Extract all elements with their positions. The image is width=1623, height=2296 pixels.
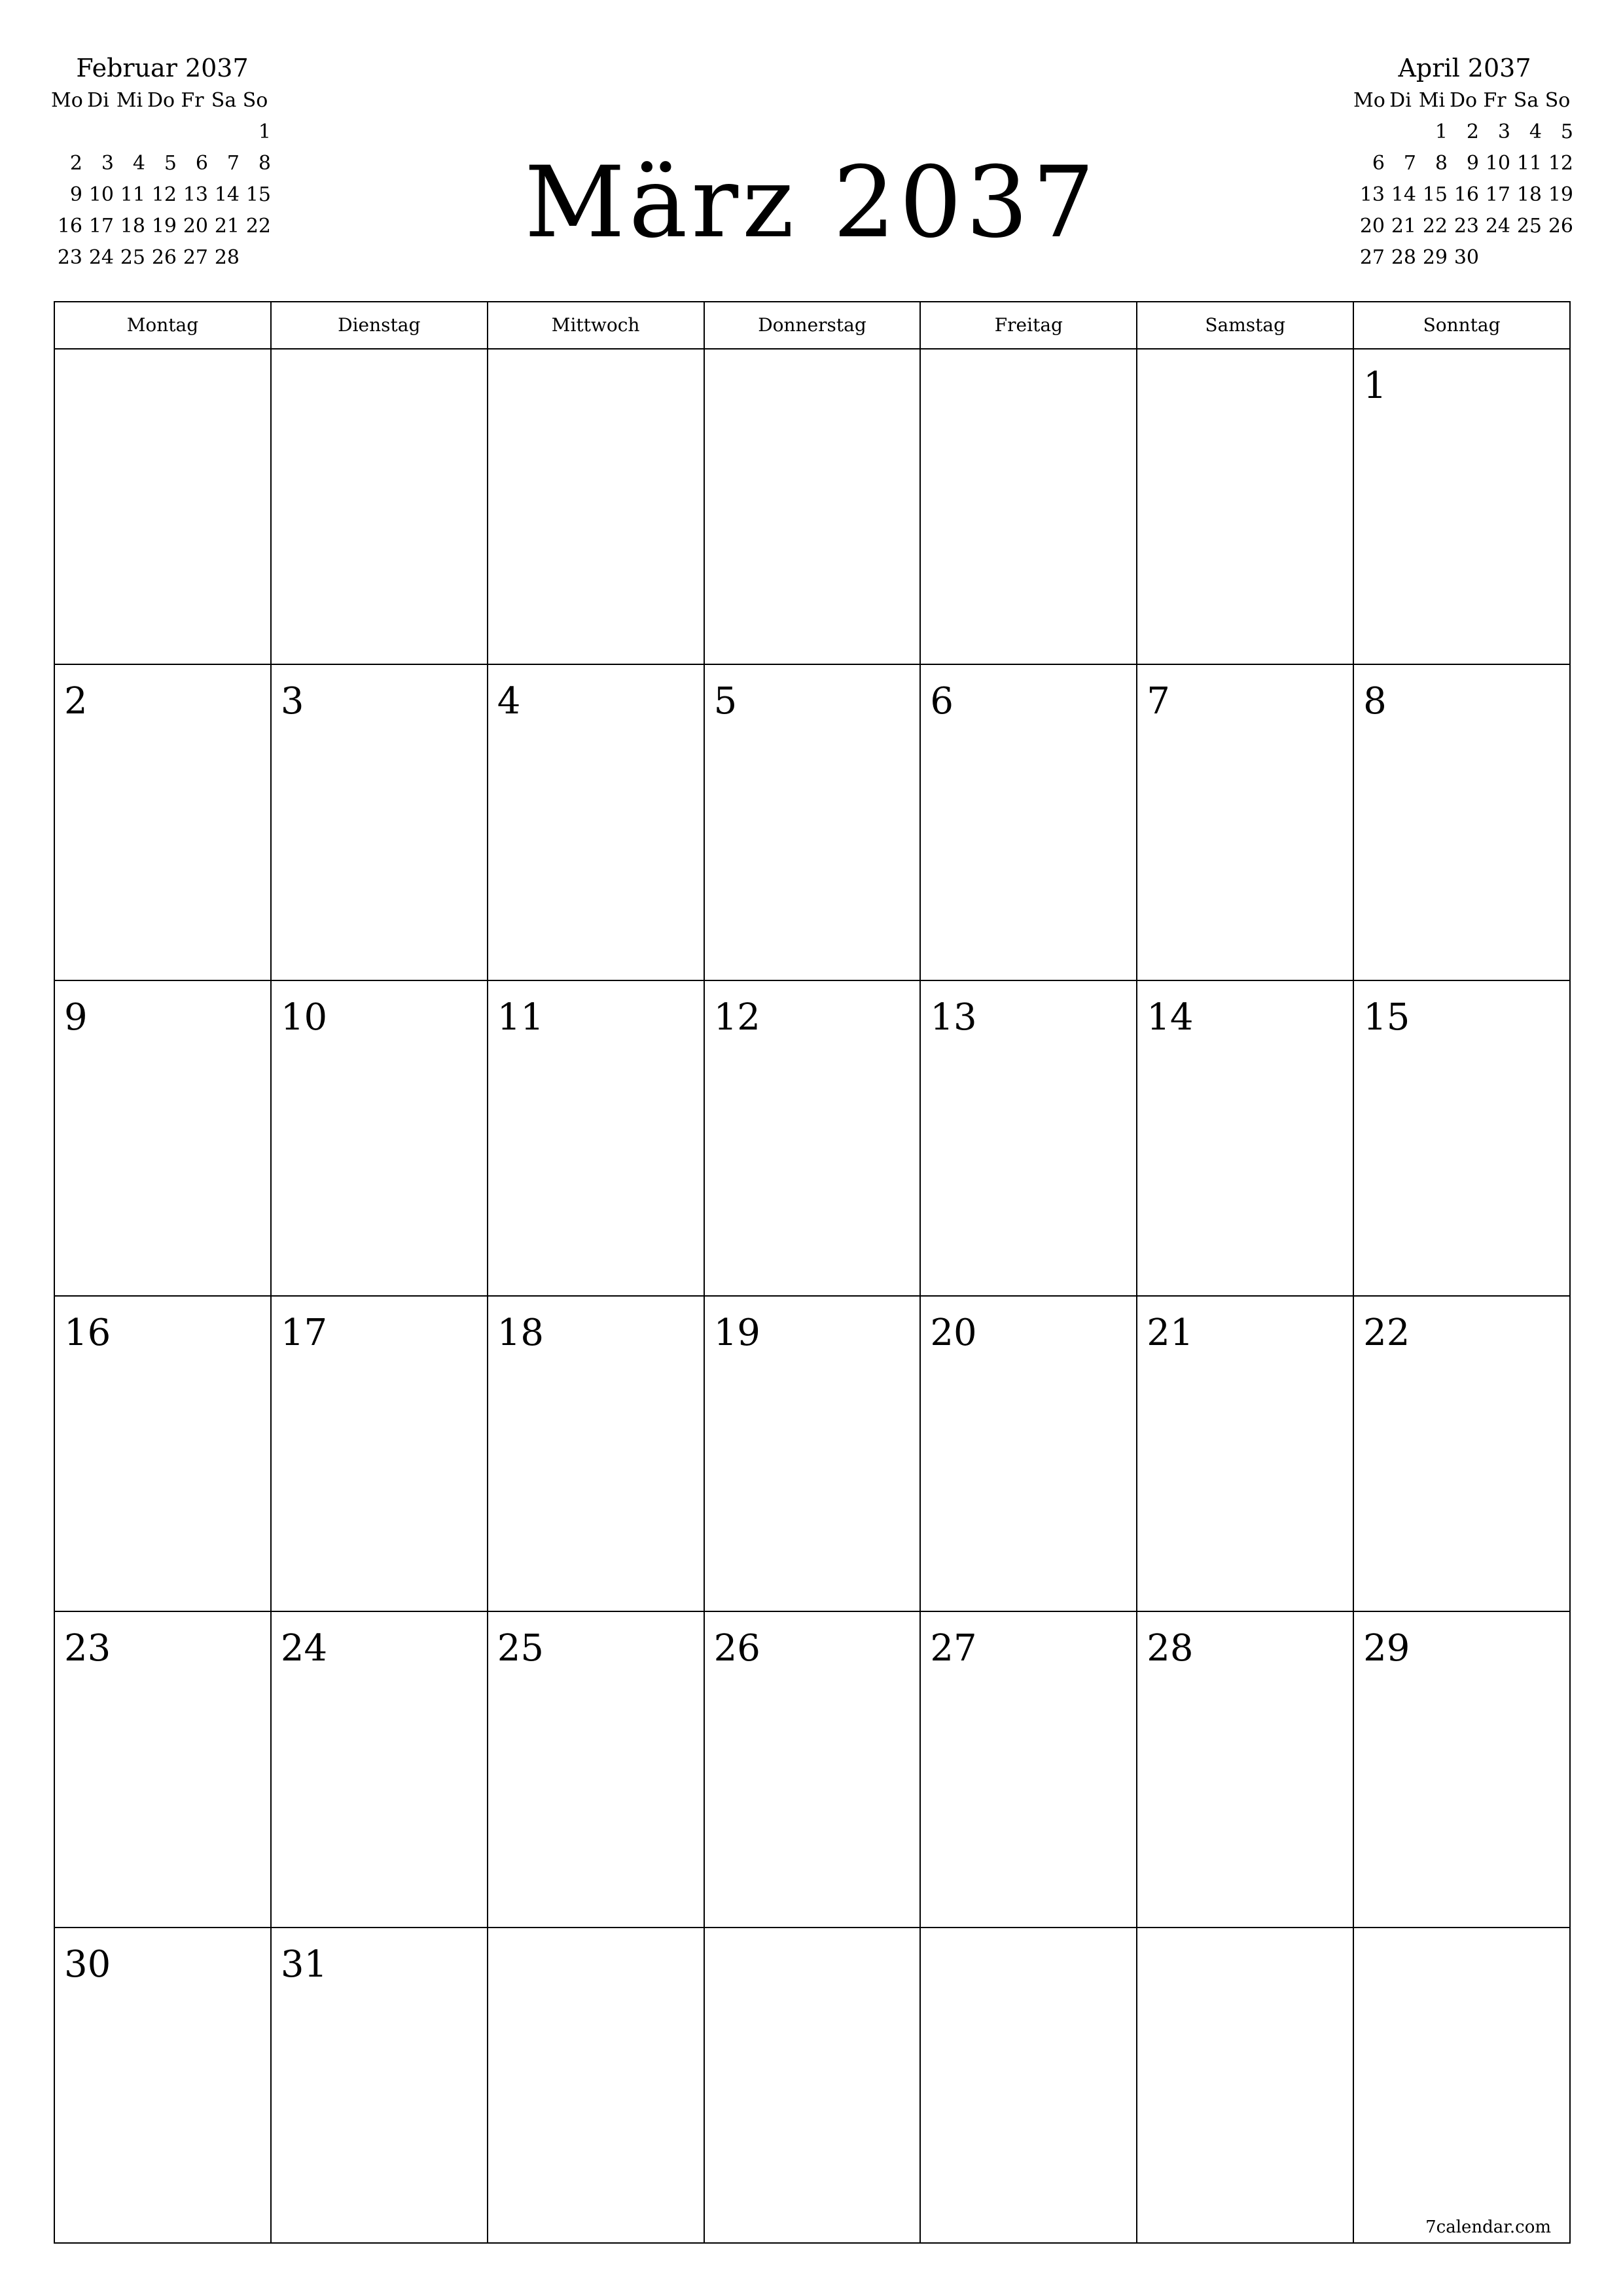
day-number: 14	[1147, 996, 1194, 1039]
day-number: 22	[1363, 1312, 1410, 1354]
day-cell[interactable]	[705, 1928, 921, 2244]
day-cell[interactable]	[55, 1928, 272, 2244]
day-number: 11	[497, 996, 544, 1039]
weekday-label: Montag	[55, 302, 272, 350]
day-cell[interactable]	[1137, 981, 1354, 1297]
day-number: 8	[1363, 680, 1387, 723]
mini-day	[1542, 242, 1573, 274]
day-number: 30	[64, 1943, 111, 1986]
mini-day: 3	[101, 152, 114, 175]
mini-day	[114, 117, 145, 148]
mini-day: 10	[1485, 152, 1510, 175]
mini-day: 29	[1422, 246, 1448, 269]
day-number: 29	[1363, 1627, 1410, 1670]
day-cell[interactable]	[272, 1297, 488, 1612]
mini-day: 4	[1529, 120, 1542, 143]
mini-weekday-label: Sa	[1513, 89, 1539, 112]
day-number: 1	[1363, 365, 1387, 407]
site-credit: 7calendar.com	[1425, 2217, 1551, 2237]
mini-day: 17	[1485, 183, 1510, 206]
mini-day: 9	[69, 183, 82, 206]
day-number: 19	[713, 1312, 760, 1354]
day-cell[interactable]	[1137, 1928, 1354, 2244]
day-cell[interactable]	[488, 1928, 705, 2244]
mini-day	[208, 117, 240, 148]
day-cell[interactable]	[272, 981, 488, 1297]
day-cell[interactable]	[705, 350, 921, 665]
day-cell[interactable]	[55, 1297, 272, 1612]
mini-day: 14	[1391, 183, 1416, 206]
day-cell[interactable]	[488, 350, 705, 665]
mini-day: 1	[258, 120, 271, 143]
mini-day: 15	[1422, 183, 1448, 206]
mini-day: 9	[1466, 152, 1479, 175]
day-cell[interactable]	[488, 1297, 705, 1612]
mini-day	[82, 117, 114, 148]
mini-weekday-label: Mo	[51, 89, 83, 112]
mini-weekday-label: Do	[147, 89, 175, 112]
mini-weekday-label: So	[242, 89, 268, 112]
mini-weekday-label: Mo	[1353, 89, 1385, 112]
day-cell[interactable]	[55, 1612, 272, 1928]
mini-day: 16	[1454, 183, 1479, 206]
day-cell[interactable]	[921, 350, 1137, 665]
mini-day: 11	[1516, 152, 1542, 175]
day-cell[interactable]	[705, 981, 921, 1297]
mini-day: 21	[214, 215, 240, 238]
day-number: 10	[280, 996, 328, 1039]
mini-weekday-label: Sa	[211, 89, 237, 112]
day-cell[interactable]	[921, 1928, 1137, 2244]
day-number: 4	[497, 680, 521, 723]
day-cell[interactable]	[1354, 1297, 1571, 1612]
day-number: 12	[713, 996, 760, 1039]
day-number: 18	[497, 1312, 544, 1354]
day-cell[interactable]	[1137, 1297, 1354, 1612]
day-cell[interactable]	[921, 665, 1137, 980]
mini-day: 22	[245, 215, 271, 238]
mini-day: 5	[164, 152, 177, 175]
mini-day: 16	[57, 215, 82, 238]
day-number: 26	[713, 1627, 760, 1670]
day-cell[interactable]	[921, 981, 1137, 1297]
day-cell[interactable]	[272, 1612, 488, 1928]
mini-weekday-label: Di	[1389, 89, 1412, 112]
mini-day: 11	[120, 183, 145, 206]
weekday-label: Mittwoch	[488, 302, 705, 350]
mini-weekday-label: Mi	[116, 89, 143, 112]
day-cell[interactable]	[1137, 665, 1354, 980]
mini-day: 21	[1391, 215, 1416, 238]
day-number: 27	[930, 1627, 977, 1670]
mini-day: 26	[151, 246, 177, 269]
day-cell[interactable]	[921, 1297, 1137, 1612]
mini-weekday-label: So	[1544, 89, 1571, 112]
mini-day: 27	[1359, 246, 1385, 269]
mini-day: 5	[1560, 120, 1573, 143]
weekday-label: Donnerstag	[705, 302, 921, 350]
mini-calendar-previous-month	[51, 52, 274, 274]
mini-day: 25	[120, 246, 145, 269]
mini-day: 8	[1435, 152, 1448, 175]
day-number: 7	[1147, 680, 1170, 723]
day-cell[interactable]	[55, 981, 272, 1297]
mini-day: 8	[258, 152, 271, 175]
mini-calendar-title: April 2037	[1398, 54, 1531, 82]
mini-day: 6	[195, 152, 208, 175]
mini-day: 23	[1454, 215, 1479, 238]
day-cell[interactable]	[1137, 1612, 1354, 1928]
day-number: 5	[713, 680, 738, 723]
mini-day: 30	[1454, 246, 1479, 269]
mini-day: 18	[1516, 183, 1542, 206]
day-cells	[55, 350, 1571, 2244]
day-number: 28	[1147, 1627, 1194, 1670]
mini-day: 1	[1435, 120, 1448, 143]
day-number: 20	[930, 1312, 977, 1354]
day-number: 25	[497, 1627, 544, 1670]
mini-day: 12	[1548, 152, 1573, 175]
mini-weekday-label: Fr	[181, 89, 204, 112]
mini-day: 12	[151, 183, 177, 206]
mini-day: 24	[88, 246, 114, 269]
mini-day: 19	[1548, 183, 1573, 206]
day-number: 24	[280, 1627, 328, 1670]
mini-weekday-label: Mi	[1418, 89, 1446, 112]
day-number: 31	[280, 1943, 328, 1986]
weekday-label: Samstag	[1137, 302, 1354, 350]
mini-day: 17	[88, 215, 114, 238]
mini-day: 3	[1497, 120, 1510, 143]
day-cell[interactable]	[1354, 665, 1571, 980]
mini-day: 28	[1391, 246, 1416, 269]
day-cell[interactable]	[705, 1612, 921, 1928]
mini-day	[1385, 117, 1416, 148]
weekday-label: Freitag	[921, 302, 1137, 350]
day-cell[interactable]	[1354, 350, 1571, 665]
day-number: 21	[1147, 1312, 1194, 1354]
day-number: 16	[64, 1312, 111, 1354]
mini-day: 14	[214, 183, 240, 206]
day-number: 2	[64, 680, 88, 723]
day-number: 23	[64, 1627, 111, 1670]
day-cell[interactable]	[272, 665, 488, 980]
mini-day	[51, 117, 82, 148]
day-number: 6	[930, 680, 954, 723]
mini-day: 24	[1485, 215, 1510, 238]
day-cell[interactable]	[272, 350, 488, 665]
mini-day: 20	[183, 215, 208, 238]
day-cell[interactable]	[488, 1612, 705, 1928]
mini-day: 4	[132, 152, 145, 175]
day-cell[interactable]	[1354, 981, 1571, 1297]
day-cell[interactable]	[55, 665, 272, 980]
mini-day: 2	[1466, 120, 1479, 143]
mini-day: 26	[1548, 215, 1573, 238]
mini-day	[1479, 242, 1510, 274]
mini-day: 28	[214, 246, 240, 269]
day-cell[interactable]	[488, 665, 705, 980]
mini-day: 13	[1359, 183, 1385, 206]
mini-day	[1353, 117, 1385, 148]
mini-day	[240, 242, 271, 274]
day-cell[interactable]	[272, 1928, 488, 2244]
mini-calendar-grid	[51, 85, 274, 274]
mini-day: 10	[88, 183, 114, 206]
weekday-label: Sonntag	[1354, 302, 1571, 350]
weekday-header-row	[55, 302, 1571, 350]
mini-weekday-label: Fr	[1483, 89, 1507, 112]
mini-weekday-label: Di	[87, 89, 109, 112]
mini-day: 15	[245, 183, 271, 206]
mini-day	[1510, 242, 1542, 274]
mini-day	[145, 117, 177, 148]
mini-day: 25	[1516, 215, 1542, 238]
day-cell[interactable]	[1354, 1612, 1571, 1928]
day-cell[interactable]	[1354, 1928, 1571, 2244]
mini-day	[177, 117, 208, 148]
day-number: 13	[930, 996, 977, 1039]
month-grid	[54, 301, 1571, 2244]
mini-day: 6	[1372, 152, 1385, 175]
day-number: 17	[280, 1312, 328, 1354]
day-cell[interactable]	[705, 665, 921, 980]
day-cell[interactable]	[1137, 350, 1354, 665]
day-cell[interactable]	[921, 1612, 1137, 1928]
day-number: 9	[64, 996, 88, 1039]
mini-day: 7	[1403, 152, 1416, 175]
mini-weekday-label: Do	[1449, 89, 1478, 112]
page-title: März 2037	[524, 146, 1099, 260]
mini-day: 22	[1422, 215, 1448, 238]
day-cell[interactable]	[488, 981, 705, 1297]
mini-calendar-next-month	[1353, 52, 1576, 274]
mini-calendar-title: Februar 2037	[76, 54, 249, 82]
mini-day: 2	[69, 152, 82, 175]
mini-day: 27	[183, 246, 208, 269]
weekday-label: Dienstag	[272, 302, 488, 350]
day-number: 15	[1363, 996, 1410, 1039]
mini-day: 18	[120, 215, 145, 238]
mini-day: 13	[183, 183, 208, 206]
mini-day: 7	[226, 152, 240, 175]
mini-day: 19	[151, 215, 177, 238]
day-cell[interactable]	[705, 1297, 921, 1612]
mini-day: 23	[57, 246, 82, 269]
mini-calendar-grid	[1353, 85, 1576, 274]
day-number: 3	[280, 680, 304, 723]
day-cell[interactable]	[55, 350, 272, 665]
mini-day: 20	[1359, 215, 1385, 238]
